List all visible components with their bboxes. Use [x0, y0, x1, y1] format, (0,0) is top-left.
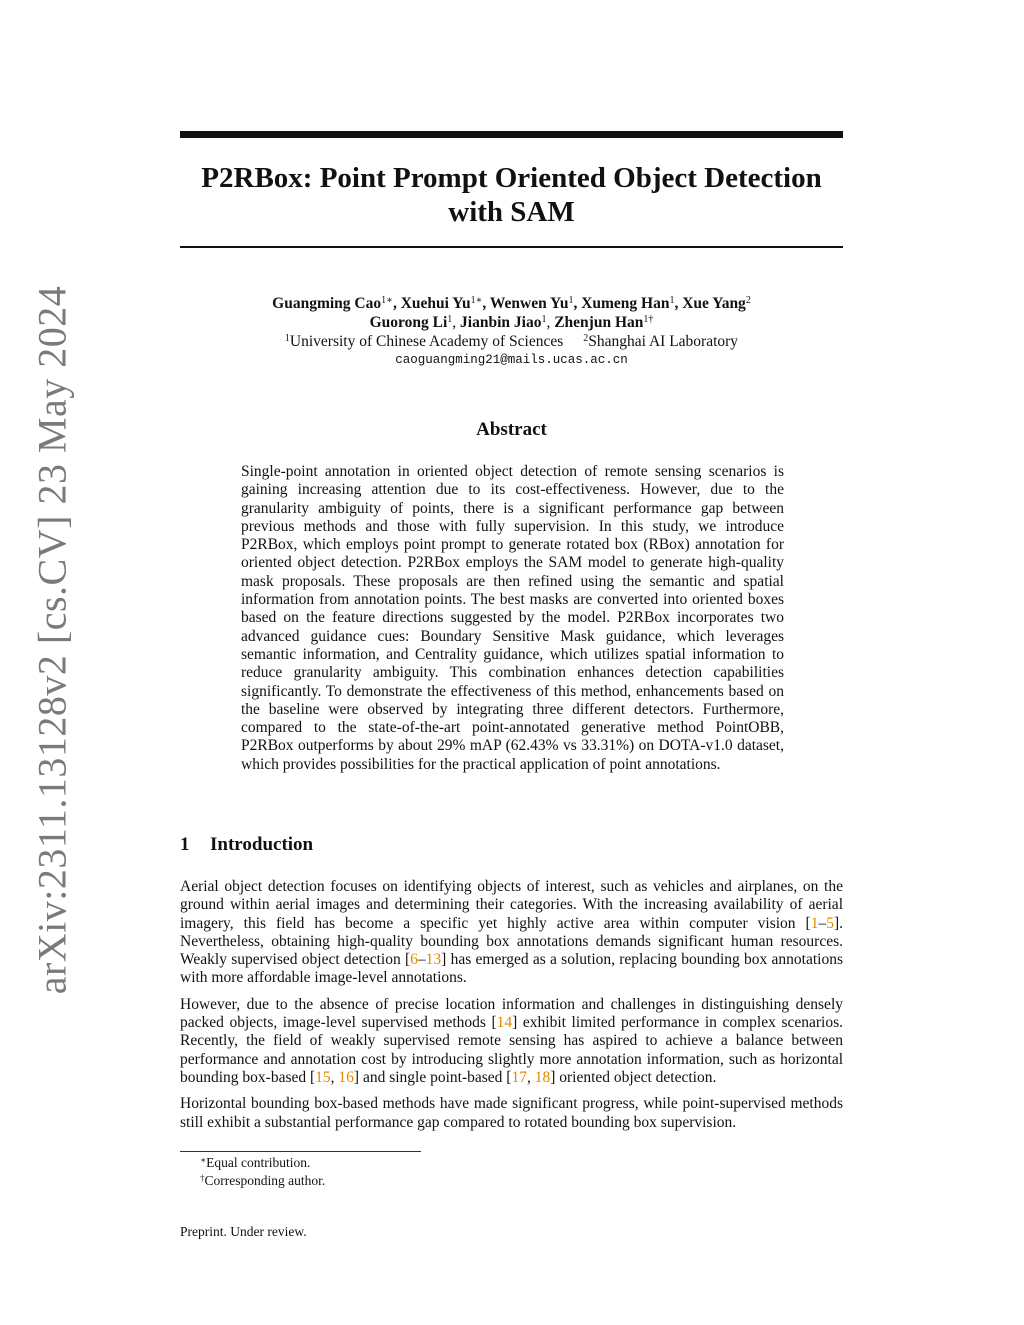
citation-link[interactable]: 1	[810, 914, 819, 932]
author-mark: 1	[541, 314, 547, 325]
citation-link[interactable]: 15	[315, 1068, 331, 1086]
footnote-rule	[180, 1151, 421, 1152]
author-mark: 1∗	[470, 295, 483, 306]
footnote	[200, 1172, 325, 1190]
author-name: Xuehui Yu	[400, 295, 471, 312]
footnote-text: Corresponding author.	[204, 1173, 326, 1188]
author-line-1: Guangming Cao$^{1∗}$, Xuehui $Yu^{1∗}$, Wenwen Yu$^1$, Xumeng Han$^1$, Xue Yang$^2$	[272, 295, 751, 312]
arxiv-stamp: arXiv:2311.13128v2 [cs.CV] 23 May 2024	[29, 285, 75, 995]
affiliation-mark: 2	[583, 333, 589, 344]
title-rule-top	[180, 131, 843, 138]
intro-text: ,	[526, 1068, 535, 1086]
author-mark: 1	[447, 314, 453, 325]
abstract-heading: Abstract	[476, 419, 547, 440]
author-block	[180, 294, 843, 370]
citation-link[interactable]: 17	[511, 1068, 527, 1086]
citation-link[interactable]: 5	[826, 914, 834, 932]
author-name: Jianbin Jiao	[460, 314, 542, 331]
footnote-mark: †	[200, 1173, 205, 1183]
citation-link[interactable]: 6	[410, 951, 418, 969]
author-name: Wenwen Yu	[489, 295, 569, 312]
affiliation-mark: 1	[284, 333, 290, 344]
title-line-2: with SAM	[448, 196, 575, 228]
author-name: Xumeng Han	[581, 295, 670, 312]
author-mark: 1	[568, 295, 574, 306]
affiliations	[180, 332, 843, 351]
author-email[interactable]: caoguangming21@mails.ucas.ac.cn	[395, 353, 628, 367]
author-name: Zhenjun Han	[554, 314, 644, 331]
author-name: Xue Yang	[682, 295, 746, 312]
intro-text: –	[417, 951, 426, 969]
citation-link[interactable]: 18	[534, 1068, 551, 1086]
author-line-2: Guorong Li$^1$, Jianbin Jiao$^1$, Zhenjun Han$^{1\dagger}$	[369, 314, 654, 331]
section-number: 1	[180, 834, 190, 855]
author-name: Guorong Li	[369, 314, 448, 331]
footnote-mark: ∗	[200, 1155, 207, 1165]
title-rule-bottom	[180, 246, 843, 248]
footnote	[200, 1154, 325, 1172]
affiliation-name: University of Chinese Academy of Sciences	[289, 333, 564, 350]
intro-text: ] and single point-based [	[353, 1068, 512, 1086]
author-mark: 2	[745, 295, 751, 306]
intro-text: –	[818, 914, 827, 932]
footnote-text: Equal contribution.	[206, 1155, 311, 1170]
intro-text: ]. Nevertheless, obtaining high-quality bounding box annotations demands significant human resources. Weakly supervised object detection [	[180, 914, 843, 969]
intro-text: ] has emerged as a solution, replacing bounding box annotations with more affordable image-level annotations.	[180, 951, 843, 987]
section-title: Introduction	[210, 834, 314, 855]
introduction-body	[180, 878, 843, 1140]
intro-text: ] oriented object detection.	[550, 1068, 717, 1086]
intro-text: Aerial object detection focuses on identifying objects of interest, such as vehicles and airplanes, on the ground within aerial images and determining their categories. With the increasing availability of aerial imagery, this field has become a specific yet highly active area within computer vision [	[180, 878, 843, 932]
affiliation-name: Shanghai AI Laboratory	[588, 333, 739, 350]
author-mark: 1†	[643, 314, 654, 325]
abstract-body: Single-point annotation in oriented object detection of remote sensing scenarios is gaining increasing attention due to its cost-effectiveness. However, due to the granularity ambiguity of points, there is a significant performance gap between previous methods and those with fully supervision. In this study, we introduce P2RBox, which employs point prompt to generate rotated box (RBox) annotation for oriented object detection. P2RBox employs the SAM model to generate high-quality mask proposals. These proposals are then refined using the semantic and spatial information from annotation points. The best masks are converted into oriented boxes based on the feature directions suggested by the model. P2RBox incorporates two advanced guidance cues: Boundary Sensitive Mask guidance, which leverages semantic information, and Centrality guidance, which utilizes spatial information to reduce granularity ambiguity. This combination enhances detection capabilities significantly. To demonstrate the effectiveness of this method, enhancements based on the baseline were observed by integrating three different detectors. Furthermore, compared to the state-of-the-art point-annotated generative method PointOBB, P2RBox outperforms by about 29% mAP (62.43% vs 33.31%) on DOTA-v1.0 dataset, which provides possibilities for the practical application of point annotations.	[241, 463, 784, 773]
intro-text: ,	[330, 1068, 339, 1086]
section-heading	[180, 834, 313, 856]
author-mark: 1	[669, 295, 675, 306]
author-name: Guangming Cao	[272, 295, 382, 312]
intro-paragraph	[180, 996, 843, 1087]
citation-link[interactable]: 13	[425, 951, 442, 969]
title-line-1: P2RBox: Point Prompt Oriented Object Detection	[201, 162, 822, 194]
citation-link[interactable]: 16	[338, 1068, 354, 1086]
preprint-note: Preprint. Under review.	[180, 1224, 307, 1239]
intro-paragraph	[180, 1095, 843, 1132]
author-mark: 1∗	[381, 295, 393, 306]
intro-text: However, due to the absence of precise location information and challenges in distinguishing densely packed objects, image-level supervised methods [	[180, 995, 843, 1032]
paper-title	[180, 161, 843, 229]
footnotes	[200, 1154, 325, 1190]
intro-text: ] exhibit limited performance in complex scenarios. Recently, the field of weakly supervised remote sensing has aspired to achieve a balance between performance and annotation cost by introducing slightly more annotation information, such as horizontal bounding box-based [	[180, 1014, 843, 1086]
intro-text: Horizontal bounding box-based methods have made significant progress, while point-supervised methods still exhibit a substantial performance gap compared to rotated bounding box supervision.	[180, 1095, 843, 1131]
citation-link[interactable]: 14	[496, 1014, 513, 1032]
intro-paragraph	[180, 878, 843, 988]
